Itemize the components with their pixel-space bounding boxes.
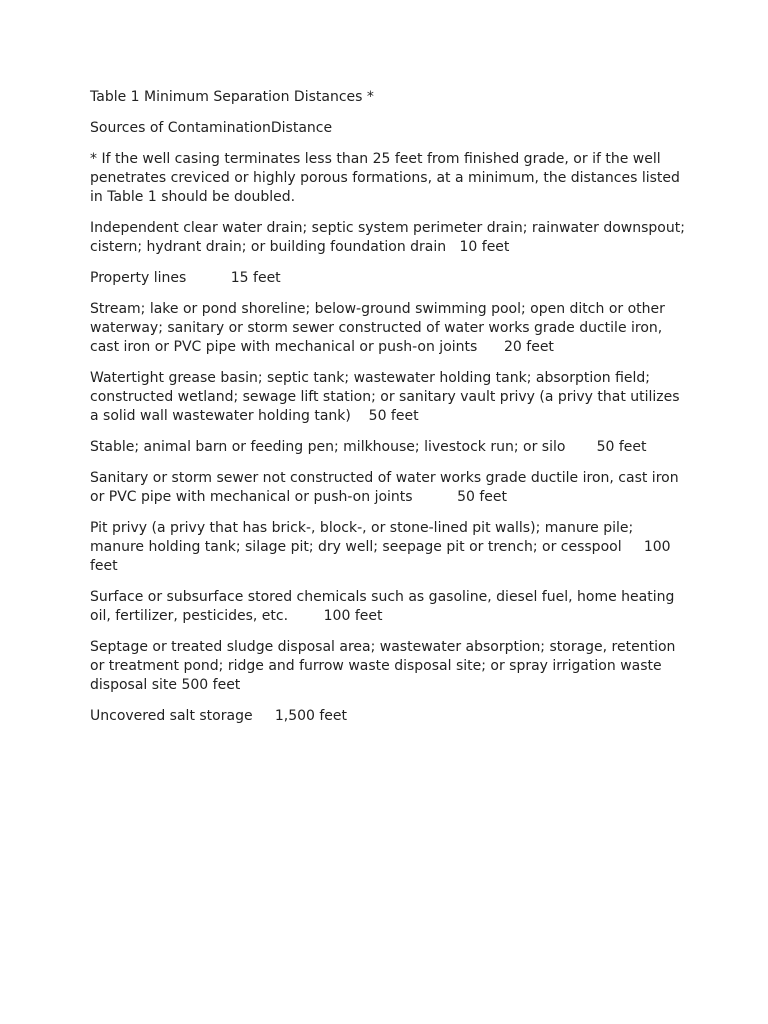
table-row [90, 588, 690, 626]
row-distance: 20 feet [504, 339, 554, 355]
source-header: Sources of Contamination [90, 120, 271, 136]
document-page [90, 88, 690, 738]
table-row [90, 300, 690, 357]
table-row [90, 707, 690, 726]
row-source: Pit privy (a privy that has brick-, block-, or stone-lined pit walls); manure pile; manure holding tank; silage pit; dry well; seepage pit or trench; or cesspool [90, 520, 634, 555]
row-source: Independent clear water drain; septic system perimeter drain; rainwater downspout; cistern; hydrant drain; or building foundation drain [90, 220, 685, 255]
row-distance: 1,500 feet [274, 708, 348, 724]
row-distance: 15 feet [230, 270, 281, 286]
row-distance: 100 feet [90, 539, 671, 574]
row-source: Sanitary or storm sewer not constructed of water works grade ductile iron, cast iron or PVC pipe with mechanical or push-on joints [90, 470, 679, 505]
table-row [90, 638, 690, 695]
table-row [90, 369, 690, 426]
table-row [90, 438, 690, 457]
row-distance: 50 feet [596, 439, 647, 455]
row-source: Stream; lake or pond shoreline; below-ground swimming pool; open ditch or other waterway; sanitary or storm sewer constructed of water works grade ductile iron, cast iron or PVC pipe with mechanical or push-on joints [90, 301, 665, 355]
row-source: Surface or subsurface stored chemicals such as gasoline, diesel fuel, home heating oil, fertilizer, pesticides, etc. [90, 589, 675, 624]
table-title: Table 1 Minimum Separation Distances * [90, 89, 374, 105]
row-source: Septage or treated sludge disposal area; wastewater absorption; storage, retention or treatment pond; ridge and furrow waste disposal site; or spray irrigation waste disposal site [90, 639, 676, 693]
table-row [90, 219, 690, 257]
table-row [90, 269, 690, 288]
row-distance: 50 feet [368, 408, 419, 424]
row-distance: 50 feet [457, 489, 508, 505]
row-source: Watertight grease basin; septic tank; wastewater holding tank; absorption field; constructed wetland; sewage lift station; or sanitary vault privy (a privy that utilizes a solid wall wastewater holding tank) [90, 370, 680, 424]
row-distance: 10 feet [459, 239, 510, 255]
row-source: Property lines [90, 270, 187, 286]
table-row [90, 469, 690, 507]
row-distance: 500 feet [181, 677, 241, 693]
row-source: Stable; animal barn or feeding pen; milkhouse; livestock run; or silo [90, 439, 566, 455]
table-header [90, 119, 690, 138]
table-row [90, 519, 690, 576]
distance-header: Distance [270, 120, 333, 136]
row-source: Uncovered salt storage [90, 708, 253, 724]
table-note: * If the well casing terminates less than 25 feet from finished grade, or if the well penetrates creviced or highly porous formations, at a minimum, the distances listed in Table 1 should be doubled. [90, 151, 680, 205]
row-distance: 100 feet [323, 608, 383, 624]
